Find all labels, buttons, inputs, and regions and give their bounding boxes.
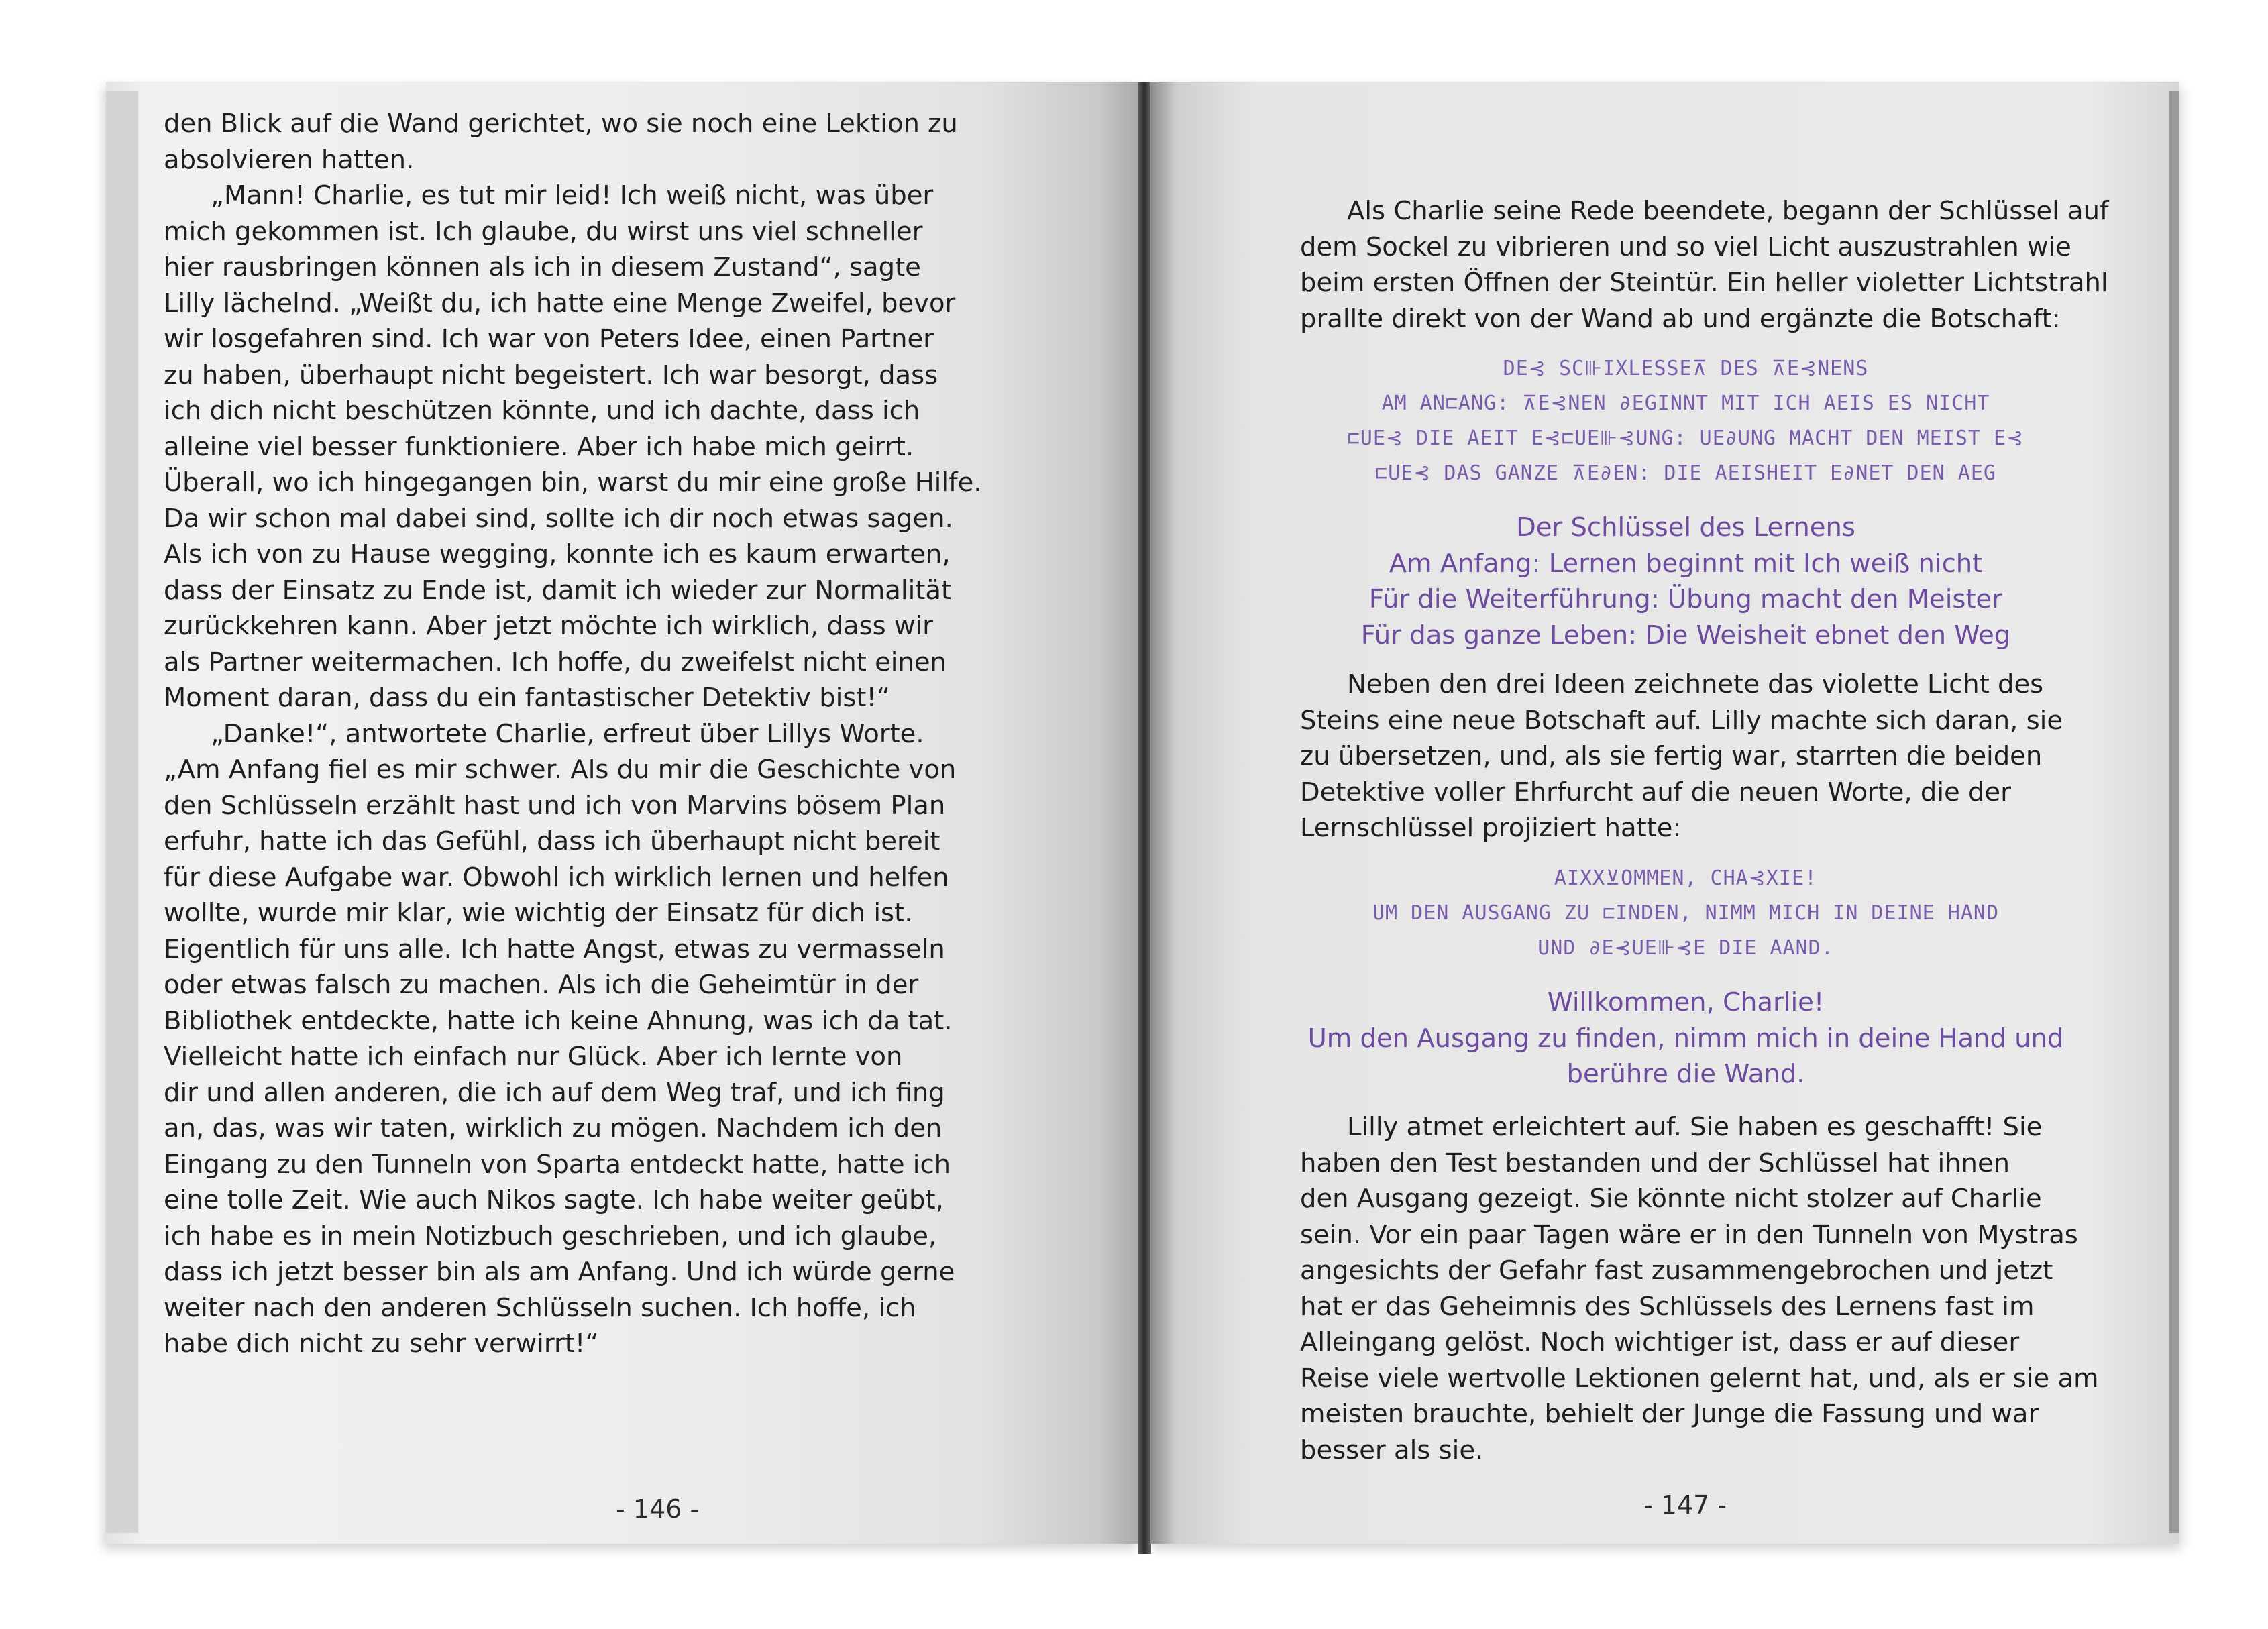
page-number-right: - 147 - bbox=[1643, 1490, 1727, 1520]
right-paragraph-1 bbox=[1300, 193, 2109, 337]
translation-line: Der Schlüssel des Lernens bbox=[1516, 512, 1855, 543]
text-line: hier rausbringen können als ich in diesem Zustand“, sagte bbox=[164, 252, 921, 282]
text-line: Neben den drei Ideen zeichnete das violette Licht des bbox=[1347, 669, 2044, 699]
text-line: als Partner weitermachen. Ich hoffe, du zweifelst nicht einen bbox=[164, 647, 947, 677]
text-line: den Blick auf die Wand gerichtet, wo sie noch eine Lektion zu bbox=[164, 109, 958, 139]
text-line: oder etwas falsch zu machen. Als ich die Geheimtür in der bbox=[164, 970, 919, 1000]
text-line: Als ich von zu Hause wegging, konnte ich es kaum erwarten, bbox=[164, 539, 951, 569]
text-line: Steins eine neue Botschaft auf. Lilly machte sich daran, sie bbox=[1300, 705, 2063, 736]
text-line: sein. Vor ein paar Tagen wäre er in den Tunneln von Mystras bbox=[1300, 1219, 2078, 1250]
right-paragraph-2 bbox=[1300, 667, 2063, 846]
text-line: zurückkehren kann. Aber jetzt möchte ich wirklich, dass wir bbox=[164, 611, 933, 641]
left-page-text bbox=[164, 106, 982, 1362]
text-line: Überall, wo ich hingegangen bin, warst du mir eine große Hilfe. bbox=[164, 467, 982, 498]
text-line: angesichts der Gefahr fast zusammengebrochen und jetzt bbox=[1300, 1255, 2053, 1286]
text-line: Als Charlie seine Rede beendete, begann der Schlüssel auf bbox=[1347, 196, 2109, 226]
cipher-block-1 bbox=[1293, 351, 2078, 491]
text-line: hat er das Geheimnis des Schlüssels des Lernens fast im bbox=[1300, 1291, 2035, 1322]
text-line: dem Sockel zu vibrieren und so viel Licht auszustrahlen wie bbox=[1300, 231, 2071, 262]
translation-line: Um den Ausgang zu finden, nimm mich in deine Hand und bbox=[1307, 1023, 2064, 1054]
text-line: Lilly lächelnd. „Weißt du, ich hatte eine Menge Zweifel, bevor bbox=[164, 288, 956, 319]
text-line: prallte direkt von der Wand ab und ergänzte die Botschaft: bbox=[1300, 303, 2061, 334]
text-line: absolvieren hatten. bbox=[164, 144, 415, 175]
cipher-line: DE⊰ SC⊪IXLESSE⊼ DES ⊼E⊰NENS bbox=[1503, 357, 1869, 380]
text-line: dass ich jetzt besser bin als am Anfang. Und ich würde gerne bbox=[164, 1257, 955, 1287]
text-line: ich dich nicht beschützen könnte, und ich dachte, dass ich bbox=[164, 396, 920, 426]
text-line: dass der Einsatz zu Ende ist, damit ich wieder zur Normalität bbox=[164, 575, 952, 606]
text-line: „Danke!“, antwortete Charlie, erfreut über Lillys Worte. bbox=[211, 718, 924, 749]
cipher-line: AM AN⊏ANG: ⊼E⊰NEN ∂EGINNT MIT ICH AEIS ES NICHT bbox=[1381, 392, 1990, 415]
page-number-left: - 146 - bbox=[616, 1494, 700, 1524]
text-line: Eingang zu den Tunneln von Sparta entdeckt hatte, hatte ich bbox=[164, 1149, 951, 1180]
text-line: habe dich nicht zu sehr verwirrt!“ bbox=[164, 1329, 599, 1359]
translation-line: Am Anfang: Lernen beginnt mit Ich weiß nicht bbox=[1389, 548, 1983, 579]
text-line: „Mann! Charlie, es tut mir leid! Ich weiß nicht, was über bbox=[211, 180, 934, 211]
translation-line: Willkommen, Charlie! bbox=[1547, 987, 1825, 1017]
cipher-line: UM DEN AUSGANG ZU ⊏INDEN, NIMM MICH IN DEINE HAND bbox=[1372, 901, 1999, 925]
text-line: Eigentlich für uns alle. Ich hatte Angst, etwas zu vermasseln bbox=[164, 934, 945, 964]
text-line: für diese Aufgabe war. Obwohl ich wirklich lernen und helfen bbox=[164, 862, 949, 893]
translation-line: Für die Weiterführung: Übung macht den Meister bbox=[1368, 584, 2003, 614]
text-line: besser als sie. bbox=[1300, 1435, 1484, 1465]
translation-line: Für das ganze Leben: Die Weisheit ebnet den Weg bbox=[1360, 620, 2011, 651]
text-line: alleine viel besser funktioniere. Aber ich habe mich geirrt. bbox=[164, 431, 914, 462]
text-line: haben den Test bestanden und der Schlüssel hat ihnen bbox=[1300, 1147, 2010, 1178]
text-line: ich habe es in mein Notizbuch geschrieben, und ich glaube, bbox=[164, 1221, 937, 1251]
translation-line: berühre die Wand. bbox=[1566, 1059, 1805, 1089]
text-line: wollte, wurde mir klar, wie wichtig der Einsatz für dich ist. bbox=[164, 898, 913, 928]
translation-block-1 bbox=[1293, 510, 2078, 653]
text-line: wir losgefahren sind. Ich war von Peters Idee, einen Partner bbox=[164, 324, 934, 354]
text-line: Detektive voller Ehrfurcht auf die neuen Worte, die der bbox=[1300, 777, 2011, 807]
text-line: den Ausgang gezeigt. Sie könnte nicht stolzer auf Charlie bbox=[1300, 1184, 2042, 1214]
cipher-line: ⊏UE⊰ DAS GANZE ⊼E∂EN: DIE AEISHEIT E∂NET DEN AEG bbox=[1375, 461, 1996, 485]
text-line: Lernschlüssel projiziert hatte: bbox=[1300, 813, 1682, 843]
cipher-line: ⊏UE⊰ DIE AEIT E⊰⊏UE⊪⊰UNG: UE∂UNG MACHT DEN MEIST E⊰ bbox=[1347, 427, 2024, 450]
text-line: Vielleicht hatte ich einfach nur Glück. Aber ich lernte von bbox=[164, 1042, 903, 1072]
text-line: an, das, was wir taten, wirklich zu mögen. Nachdem ich den bbox=[164, 1113, 942, 1143]
text-line: „Am Anfang fiel es mir schwer. Als du mir die Geschichte von bbox=[164, 754, 957, 785]
text-line: Reise viele wertvolle Lektionen gelernt hat, und, als er sie am bbox=[1300, 1363, 2099, 1394]
text-line: weiter nach den anderen Schlüsseln suchen. Ich hoffe, ich bbox=[164, 1292, 916, 1323]
text-line: meisten brauchte, behielt der Junge die Fassung und war bbox=[1300, 1399, 2039, 1429]
text-line: dir und allen anderen, die ich auf dem Weg traf, und ich fing bbox=[164, 1077, 945, 1108]
text-line: Bibliothek entdeckte, hatte ich keine Ahnung, was ich da tat. bbox=[164, 1005, 953, 1036]
translation-block-2 bbox=[1293, 985, 2078, 1092]
text-line: Alleingang gelöst. Noch wichtiger ist, dass er auf dieser bbox=[1300, 1327, 2020, 1357]
text-line: zu haben, überhaupt nicht begeistert. Ich war besorgt, dass bbox=[164, 359, 938, 390]
book-spine bbox=[1138, 82, 1151, 1554]
text-line: mich gekommen ist. Ich glaube, du wirst uns viel schneller bbox=[164, 216, 923, 247]
cipher-line: AIXX⊻OMMEN, CHA⊰XIE! bbox=[1554, 866, 1818, 890]
text-line: erfuhr, hatte ich das Gefühl, dass ich überhaupt nicht bereit bbox=[164, 826, 940, 856]
text-line: Da wir schon mal dabei sind, sollte ich dir noch etwas sagen. bbox=[164, 503, 953, 534]
text-line: eine tolle Zeit. Wie auch Nikos sagte. Ich habe weiter geübt, bbox=[164, 1185, 944, 1215]
text-line: beim ersten Öffnen der Steintür. Ein heller violetter Lichtstrahl bbox=[1300, 268, 2108, 298]
cipher-line: UND ∂E⊰UE⊪⊰E DIE AAND. bbox=[1537, 936, 1834, 960]
text-line: Moment daran, dass du ein fantastischer Detektiv bist!“ bbox=[164, 683, 890, 713]
text-line: den Schlüsseln erzählt hast und ich von Marvins bösem Plan bbox=[164, 790, 946, 821]
text-line: Lilly atmet erleichtert auf. Sie haben es geschafft! Sie bbox=[1347, 1112, 2043, 1142]
text-line: zu übersetzen, und, als sie fertig war, starrten die beiden bbox=[1300, 741, 2043, 771]
cipher-block-2 bbox=[1293, 861, 2078, 966]
right-paragraph-3 bbox=[1300, 1109, 2099, 1468]
